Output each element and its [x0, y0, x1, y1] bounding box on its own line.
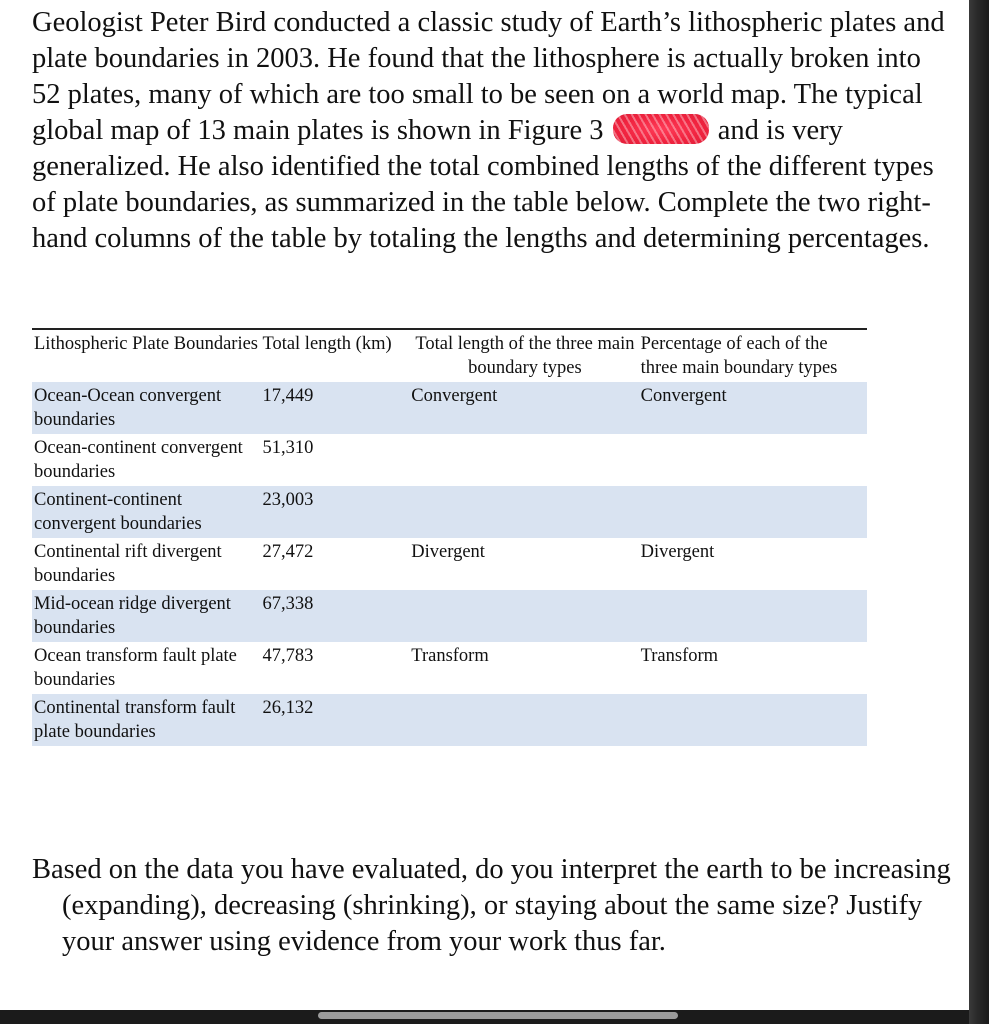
question-paragraph: Based on the data you have evaluated, do you interpret the earth to be increasing (expanding), decreasing (shrinking), or staying about the same size? Justify your answer using evidence from your work thus far. [32, 854, 951, 957]
percentage-cell[interactable] [639, 590, 867, 642]
intro-paragraph [32, 5, 952, 257]
total-type-cell[interactable] [409, 694, 638, 746]
total-type-cell[interactable] [409, 486, 638, 538]
boundary-name: Continental rift divergent boundaries [32, 538, 260, 590]
table-header-row [32, 329, 867, 382]
window-right-edge [969, 0, 989, 1024]
total-type-cell[interactable]: Transform [409, 642, 638, 694]
redaction-scribble [613, 114, 709, 144]
plate-boundaries-table [32, 328, 867, 746]
percentage-cell[interactable]: Divergent [639, 538, 867, 590]
header-total-length: Total length (km) [260, 329, 409, 382]
total-type-cell[interactable]: Divergent [409, 538, 638, 590]
horizontal-scrollbar[interactable] [318, 1012, 678, 1019]
header-total-three-types: Total length of the three main boundary types [409, 329, 638, 382]
boundary-name: Ocean transform fault plate boundaries [32, 642, 260, 694]
boundary-name: Continental transform fault plate boundaries [32, 694, 260, 746]
table-row [32, 694, 867, 746]
boundary-length: 27,472 [260, 538, 409, 590]
boundary-length: 17,449 [260, 382, 409, 434]
total-type-cell[interactable] [409, 434, 638, 486]
boundary-length: 67,338 [260, 590, 409, 642]
total-type-cell[interactable]: Convergent [409, 382, 638, 434]
boundary-name: Continent-continent convergent boundaries [32, 486, 260, 538]
table-row [32, 486, 867, 538]
boundary-name: Ocean-Ocean convergent boundaries [32, 382, 260, 434]
total-type-cell[interactable] [409, 590, 638, 642]
boundary-length: 51,310 [260, 434, 409, 486]
header-percentage: Percentage of each of the three main boundary types [639, 329, 867, 382]
percentage-cell[interactable] [639, 694, 867, 746]
percentage-cell[interactable]: Convergent [639, 382, 867, 434]
boundary-name: Mid-ocean ridge divergent boundaries [32, 590, 260, 642]
table-row [32, 590, 867, 642]
percentage-cell[interactable] [639, 434, 867, 486]
percentage-cell[interactable] [639, 486, 867, 538]
boundary-length: 47,783 [260, 642, 409, 694]
header-boundaries: Lithospheric Plate Boundaries [32, 329, 260, 382]
table-row [32, 538, 867, 590]
percentage-cell[interactable]: Transform [639, 642, 867, 694]
table-row [32, 642, 867, 694]
boundary-length: 23,003 [260, 486, 409, 538]
table-row [32, 434, 867, 486]
boundary-length: 26,132 [260, 694, 409, 746]
boundary-name: Ocean-continent convergent boundaries [32, 434, 260, 486]
table-row [32, 382, 867, 434]
intro-text-part1: Geologist Peter Bird conducted a classic study of Earth’s lithospheric plates and plate boundaries in 2003. He found that the lithosphere is actually broken into 52 plates, many of which are too small to be seen on a world map. The typical global map of 13 main plates is shown in Figure 3 [32, 7, 945, 146]
intro-text-part2: and is very generalized. He also identified the total combined lengths of the different types of plate boundaries, as summarized in the table below. Complete the two right-hand columns of the table by totaling the lengths and determining percentages. [32, 115, 934, 254]
